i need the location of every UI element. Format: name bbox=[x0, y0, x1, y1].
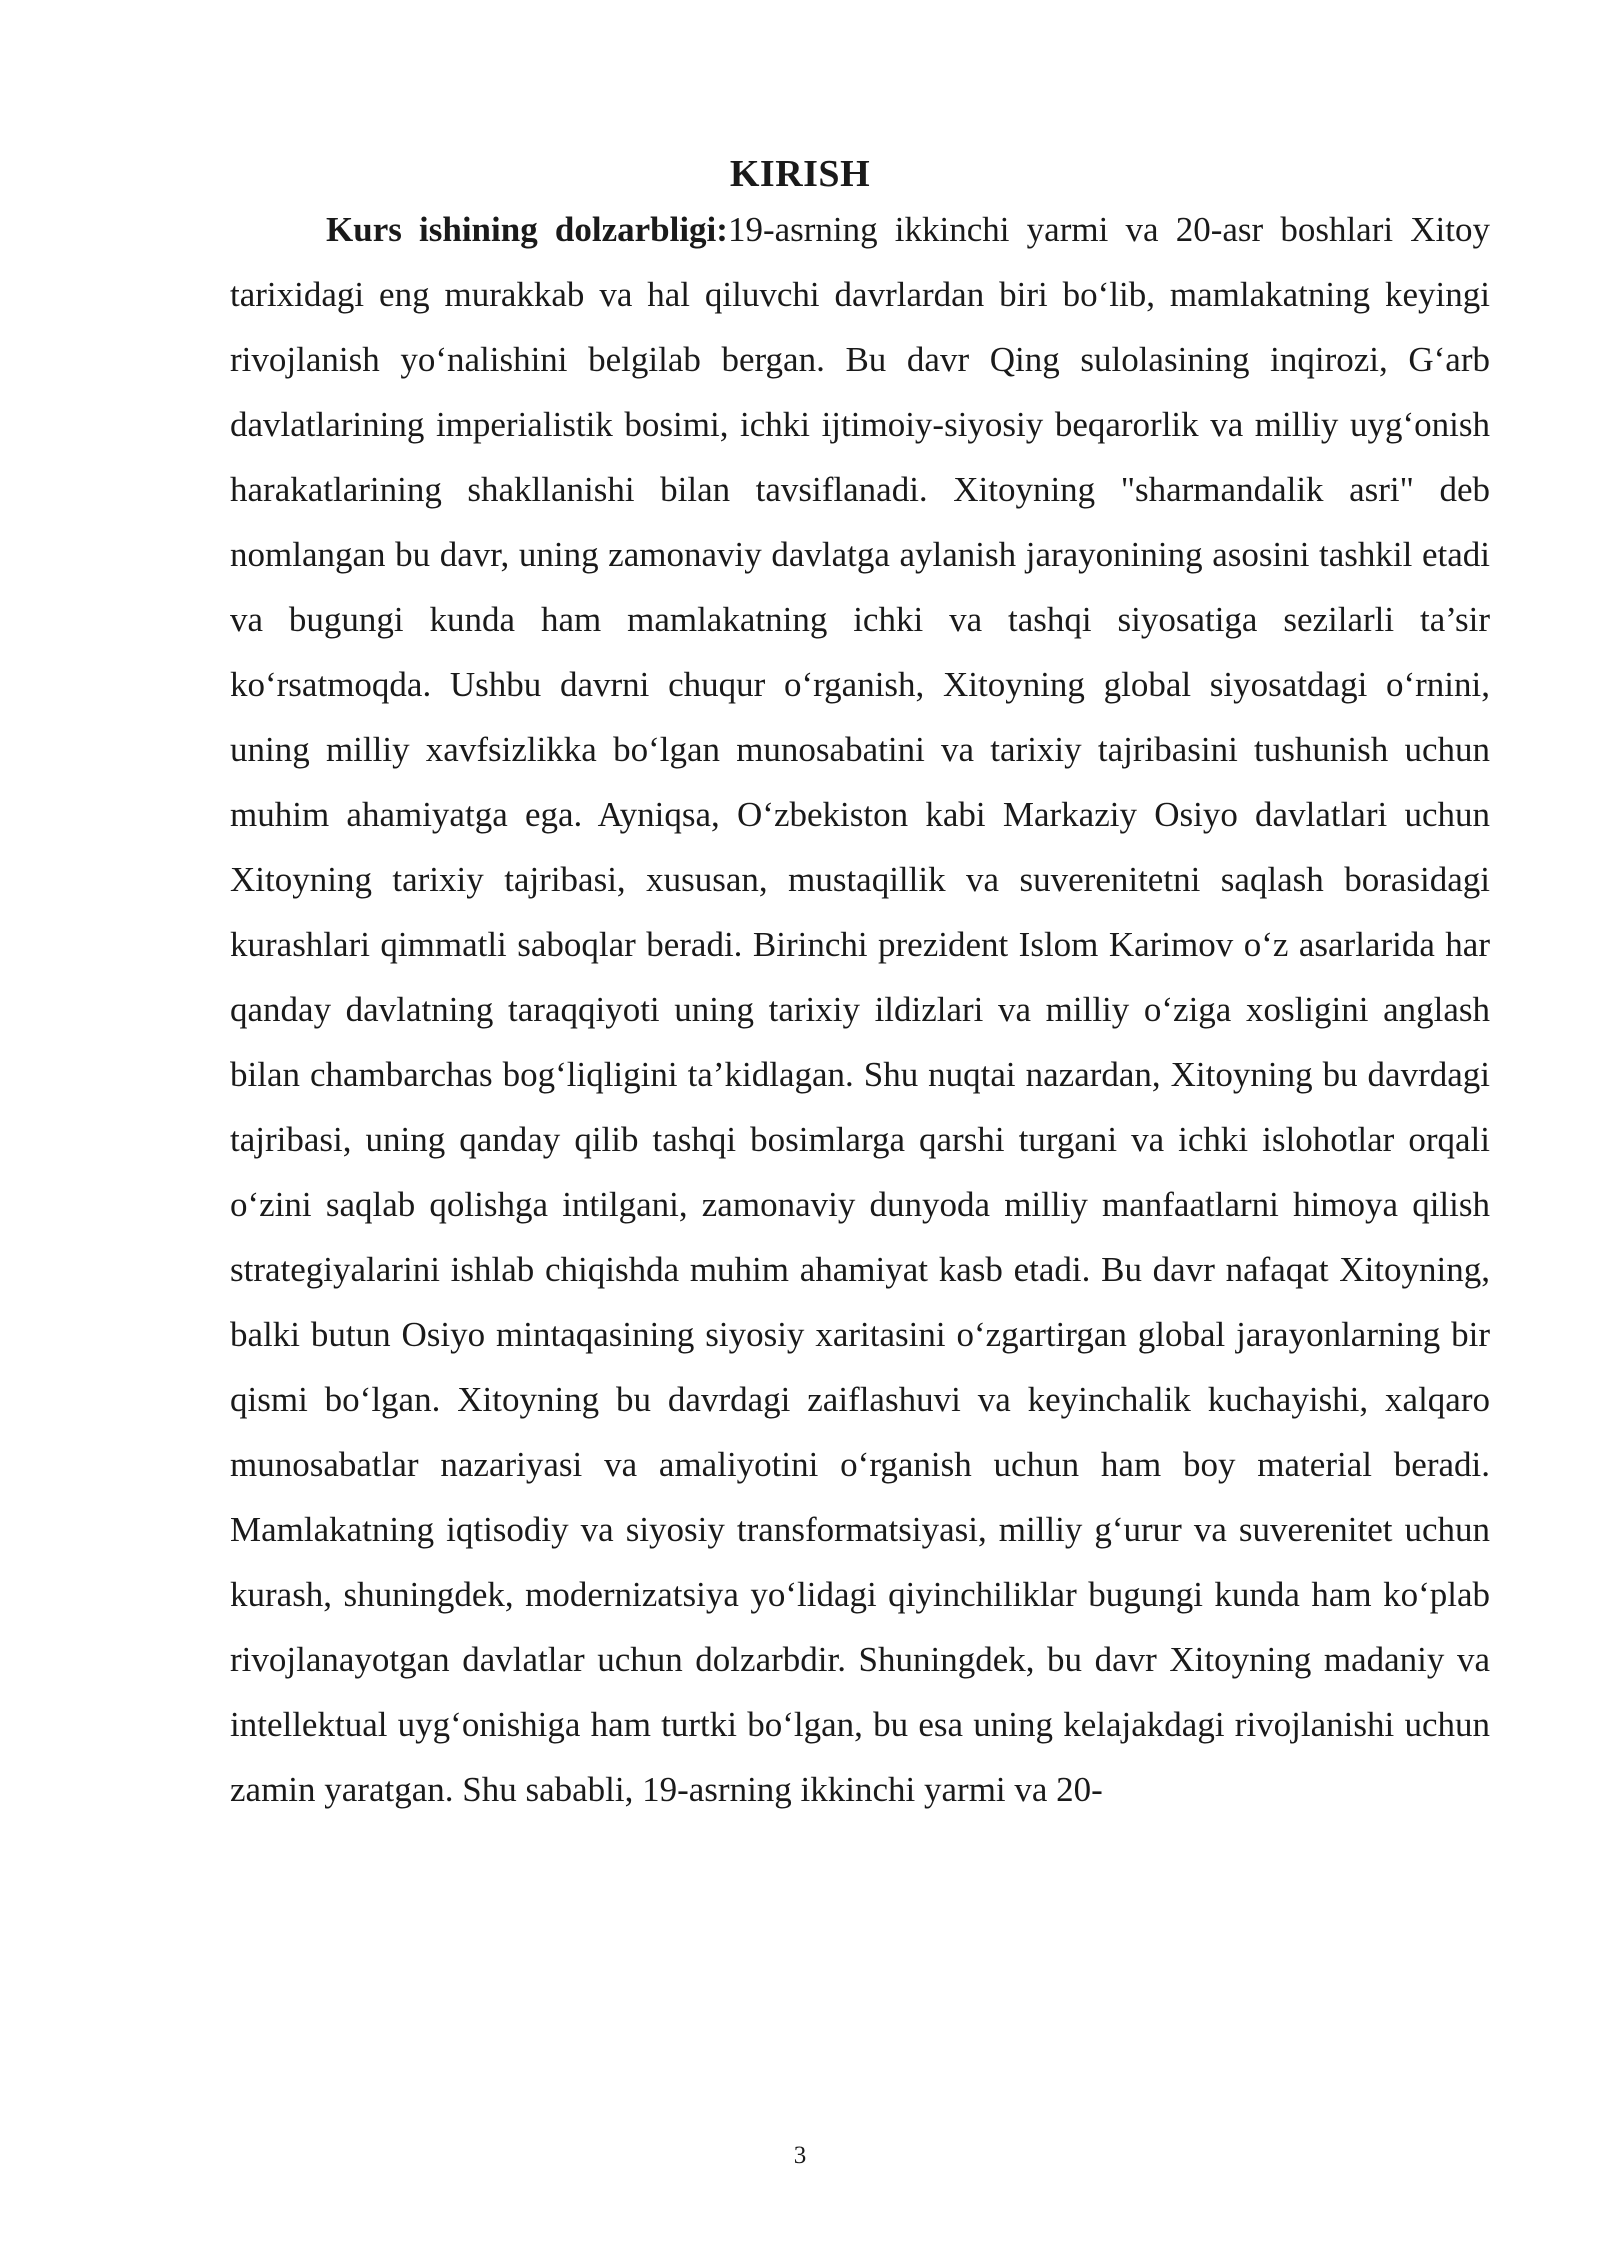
page-number: 3 bbox=[793, 2142, 807, 2169]
paragraph-lead: Kurs ishining dolzarbligi: bbox=[326, 210, 728, 249]
paragraph-text: 19-asrning ikkinchi yarmi va 20-asr boshlari Xitoy tarixidagi eng murakkab va hal qiluvchi davrlardan biri bo‘lib, mamlakatning keyingi rivojlanish yo‘nalishini belgilab bergan. Bu davr Qing sulolasining inqirozi, G‘arb davlatlarining imperialistik bosimi, ichki ijtimoiy-siyosiy beqarorlik va milliy uyg‘onish harakatlarining shakllanishi bilan tavsiflanadi. Xitoyning "sharmandalik asri" deb nomlangan bu davr, uning zamonaviy davlatga aylanish jarayonining asosini tashkil etadi va bugungi kunda ham mamlakatning ichki va tashqi siyosatiga sezilarli ta’sir ko‘rsatmoqda. Ushbu davrni chuqur o‘rganish, Xitoyning global siyosatdagi o‘rnini, uning milliy xavfsizlikka bo‘lgan munosabatini va tarixiy tajribasini tushunish uchun muhim ahamiyatga ega. Ayniqsa, O‘zbekiston kabi Markaziy Osiyo davlatlari uchun Xitoyning tarixiy tajribasi, xususan, mustaqillik va suverenitetni saqlash borasidagi kurashlari qimmatli saboqlar beradi. Birinchi prezident Islom Karimov o‘z asarlarida har qanday davlatning taraqqiyoti uning tarixiy ildizlari va milliy o‘ziga xosligini anglash bilan chambarchas bog‘liqligini ta’kidlagan. Shu nuqtai nazardan, Xitoyning bu davrdagi tajribasi, uning qanday qilib tashqi bosimlarga qarshi turgani va ichki islohotlar orqali o‘zini saqlab qolishga intilgani, zamonaviy dunyoda milliy manfaatlarni himoya qilish strategiyalarini ishlab chiqishda muhim ahamiyat kasb etadi. Bu davr nafaqat Xitoyning, balki butun Osiyo mintaqasining siyosiy xaritasini o‘zgartirgan global jarayonlarning bir qismi bo‘lgan. Xitoyning bu davrdagi zaiflashuvi va keyinchalik kuchayishi, xalqaro munosabatlar nazariyasi va amaliyotini o‘rganish uchun ham boy material beradi. Mamlakatning iqtisodiy va siyosiy transformatsiyasi, milliy g‘urur va suverenitet uchun kurash, shuningdek, modernizatsiya yo‘lidagi qiyinchiliklar bugungi kunda ham ko‘plab rivojlanayotgan davlatlar uchun dolzarbdir. Shuningdek, bu davr Xitoyning madaniy va intellektual uyg‘onishiga ham turtki bo‘lgan, bu esa uning kelajakdagi rivojlanishi uchun zamin yaratgan. Shu sababli, 19-asrning ikkinchi yarmi va 20- bbox=[230, 210, 1490, 1809]
body-paragraph bbox=[230, 197, 1490, 1822]
section-heading: KIRISH bbox=[729, 153, 871, 195]
